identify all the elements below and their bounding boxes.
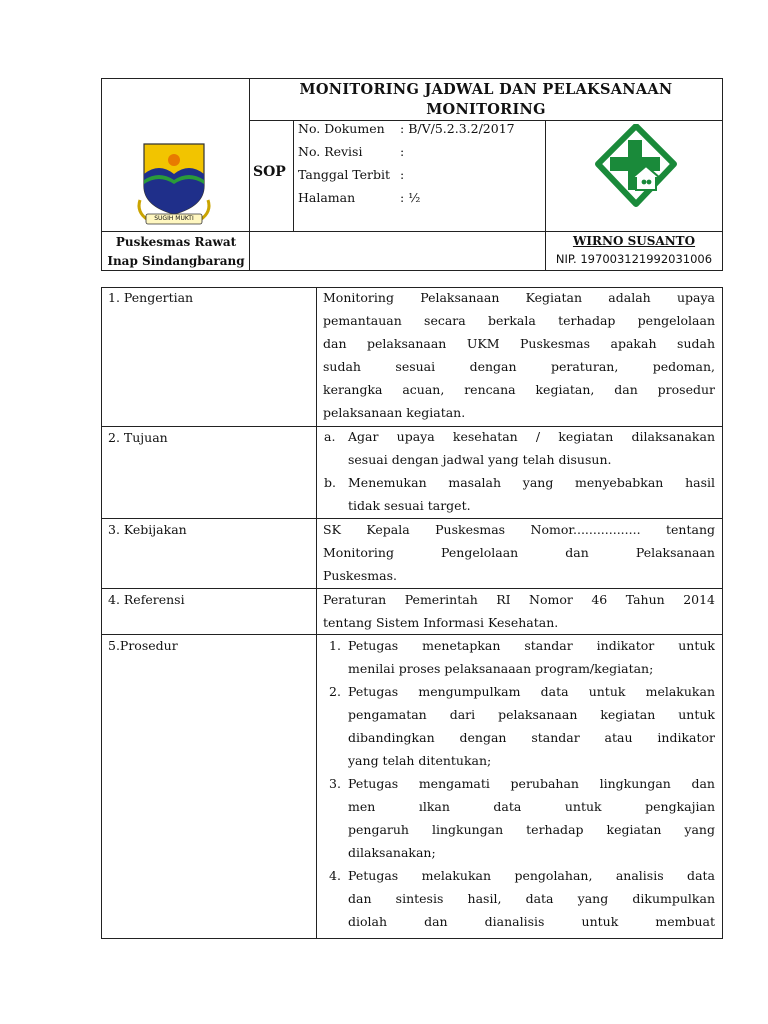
text-line: Monitoring Pelaksanaan Kegiatan adalah upaya <box>323 290 715 305</box>
title-line-2: MONITORING <box>426 101 546 118</box>
text-line: diolah dan dianalisis untuk membuat <box>348 914 715 929</box>
text-line: Puskesmas. <box>323 568 397 583</box>
text-line: dilaksanakan; <box>348 845 436 860</box>
list-item <box>324 471 716 517</box>
meta-value: ½ <box>408 190 421 205</box>
text-line: pelaksanaan kegiatan. <box>323 405 466 420</box>
text-line: pengamatan dari pelaksanaan kegiatan untuk <box>348 707 715 722</box>
section-body-referensi <box>323 588 715 634</box>
text-line: dibandingkan dengan standar atau indikator <box>348 730 715 745</box>
text-line: men ılkan data untuk pengkajian <box>348 799 715 814</box>
list-item <box>329 680 721 772</box>
section-label-pengertian: 1. Pengertian <box>108 290 194 305</box>
signer-name: WIRNO SUSANTO <box>572 234 696 248</box>
puskesmas-logo <box>594 124 678 208</box>
section-body-pengertian <box>323 286 715 424</box>
section-label-tujuan: 2. Tujuan <box>108 430 168 445</box>
text-line: pemantauan secara berkala terhadap pengelolaan <box>323 313 715 328</box>
meta-key: No. Revisi <box>298 144 363 159</box>
list-marker: 4. <box>329 868 341 883</box>
meta-key: No. Dokumen <box>298 121 385 136</box>
text-line: Monitoring Pengelolaan dan Pelaksanaan <box>323 545 715 560</box>
text-line: pengaruh lingkungan terhadap kegiatan yang <box>348 822 715 837</box>
meta-row <box>298 163 408 186</box>
text-line: Petugas menetapkan standar indikator untuk <box>348 638 715 653</box>
meta-sep: : <box>400 167 405 182</box>
org-line-2: Inap Sindangbarang <box>107 254 245 268</box>
list-marker: 1. <box>329 638 341 653</box>
emblem-motto: SUGIH MUKTI <box>154 215 194 222</box>
sop-label: SOP <box>253 164 286 180</box>
text-line: tidak sesuai target. <box>348 498 471 513</box>
text-line: Peraturan Pemerintah RI Nomor 46 Tahun 2014 <box>323 592 715 607</box>
text-line: Agar upaya kesehatan / kegiatan dilaksanakan <box>348 429 715 444</box>
list-marker: 3. <box>329 776 341 791</box>
meta-sep: : <box>400 121 405 136</box>
text-line: dan sintesis hasil, data yang dikumpulkan <box>348 891 715 906</box>
document-title <box>250 80 722 120</box>
list-item <box>324 425 716 471</box>
list-marker: a. <box>324 429 336 444</box>
text-line: yang telah ditentukan; <box>348 753 492 768</box>
text-line: sesuai dengan jadwal yang telah disusun. <box>348 452 612 467</box>
list-item <box>329 634 721 680</box>
section-label-prosedur: 5.Prosedur <box>108 638 178 653</box>
list-marker: b. <box>324 475 336 490</box>
text-line: kerangka acuan, rencana kegiatan, dan prosedur <box>323 382 715 397</box>
meta-sep: : <box>400 144 405 159</box>
text-line: Petugas mengamati perubahan lingkungan dan <box>348 776 715 791</box>
meta-row <box>298 140 408 163</box>
text-line: dan pelaksanaan UKM Puskesmas apakah sudah <box>323 336 715 351</box>
section-label-kebijakan: 3. Kebijakan <box>108 522 187 537</box>
meta-sep: : <box>400 190 405 205</box>
list-item <box>329 864 721 934</box>
meta-row <box>298 186 420 209</box>
org-line-1: Puskesmas Rawat <box>115 235 237 249</box>
text-line: Menemukan masalah yang menyebabkan hasil <box>348 475 715 490</box>
meta-value: B/V/5.2.3.2/2017 <box>408 121 515 136</box>
text-line: tentang Sistem Informasi Kesehatan. <box>323 615 559 630</box>
text-line: SK Kepala Puskesmas Nomor................. tentang <box>323 522 715 537</box>
organization-name <box>103 233 249 271</box>
meta-row <box>298 117 515 140</box>
text-line: menilai proses pelaksanaaan program/kegiatan; <box>348 661 654 676</box>
text-line: Petugas mengumpulkam data untuk melakukan <box>348 684 715 699</box>
meta-key: Tanggal Terbit <box>298 167 391 182</box>
section-label-referensi: 4. Referensi <box>108 592 185 607</box>
text-line: sudah sesuai dengan peraturan, pedoman, <box>323 359 715 374</box>
signer-nip: NIP. 197003121992031006 <box>555 252 713 266</box>
meta-key: Halaman <box>298 190 356 205</box>
section-body-kebijakan <box>323 518 715 587</box>
list-marker: 2. <box>329 684 341 699</box>
text-line: Petugas melakukan pengolahan, analisis data <box>348 868 715 883</box>
title-line-1: MONITORING JADWAL DAN PELAKSANAAN <box>299 81 673 98</box>
list-item <box>329 772 721 864</box>
